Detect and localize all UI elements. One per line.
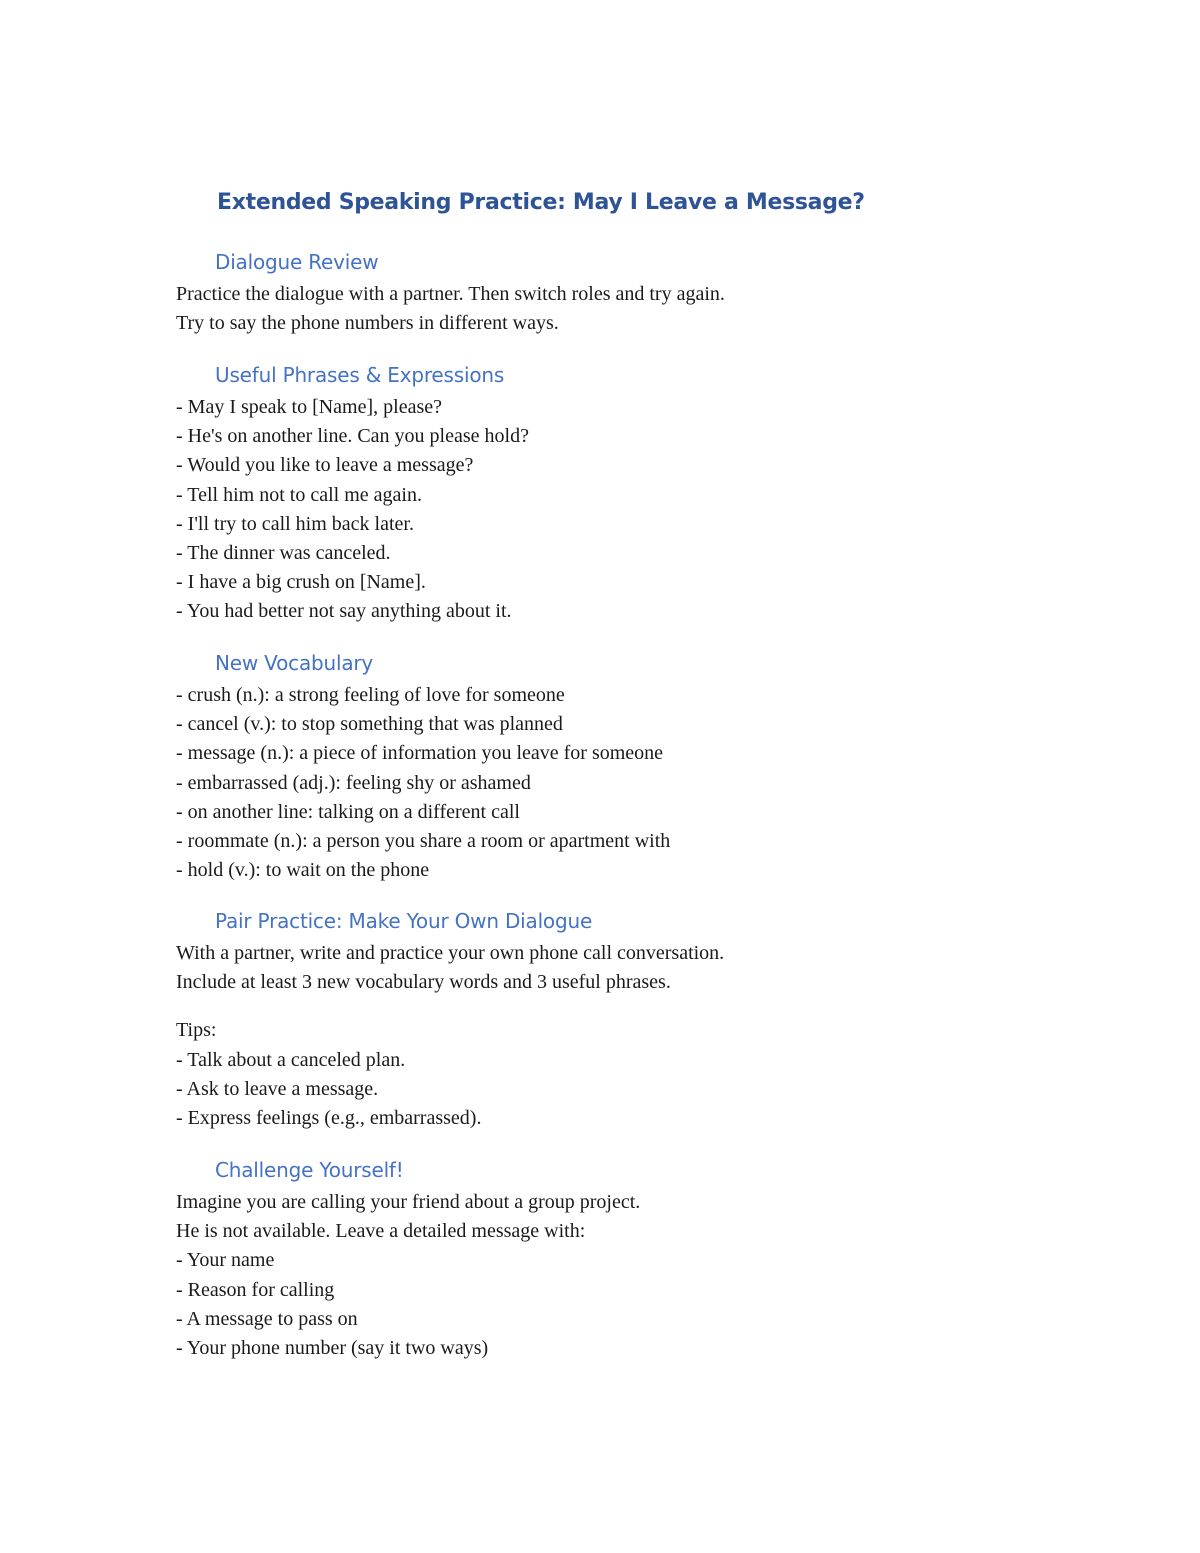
list-item: - The dinner was canceled. <box>176 541 391 564</box>
list-item: - Express feelings (e.g., embarrassed). <box>176 1106 482 1129</box>
list-item: - A message to pass on <box>176 1307 358 1330</box>
tips-label: Tips: <box>176 1019 217 1042</box>
section-heading: Challenge Yourself! <box>215 1158 404 1182</box>
vocabulary-list <box>176 681 670 885</box>
list-item: - You had better not say anything about it. <box>176 600 512 623</box>
section-body <box>176 939 724 1133</box>
section-heading: Useful Phrases & Expressions <box>215 363 505 387</box>
list-item: - Ask to leave a message. <box>176 1077 379 1100</box>
list-item: - crush (n.): a strong feeling of love for someone <box>176 684 565 706</box>
list-item: - I'll try to call him back later. <box>176 512 414 535</box>
body-line: Practice the dialogue with a partner. Then switch roles and try again. <box>176 283 725 305</box>
list-item: - embarrassed (adj.): feeling shy or ashamed <box>176 771 531 794</box>
body-line: Include at least 3 new vocabulary words and 3 useful phrases. <box>176 971 671 994</box>
section-body <box>176 280 725 338</box>
body-line: With a partner, write and practice your own phone call conversation. <box>176 942 725 964</box>
body-line: Imagine you are calling your friend about a group project. <box>176 1191 641 1213</box>
section-body <box>176 1188 640 1363</box>
paragraph-gap <box>176 997 724 1016</box>
list-item: - on another line: talking on a different call <box>176 800 520 823</box>
list-item: - Reason for calling <box>176 1278 335 1301</box>
list-item: - Talk about a canceled plan. <box>176 1048 406 1071</box>
list-item: - Would you like to leave a message? <box>176 454 474 477</box>
list-item: - Your name <box>176 1249 275 1272</box>
section-heading: New Vocabulary <box>215 651 374 675</box>
list-item: - roommate (n.): a person you share a room or apartment with <box>176 829 671 852</box>
page-title: Extended Speaking Practice: May I Leave a Message? <box>217 190 865 215</box>
body-line: He is not available. Leave a detailed message with: <box>176 1220 586 1243</box>
list-item: - Your phone number (say it two ways) <box>176 1336 489 1359</box>
body-line: Try to say the phone numbers in different ways. <box>176 312 559 335</box>
list-item: - I have a big crush on [Name]. <box>176 571 426 594</box>
list-item: - cancel (v.): to stop something that was planned <box>176 713 563 736</box>
list-item: - message (n.): a piece of information you leave for someone <box>176 742 664 765</box>
section-heading: Pair Practice: Make Your Own Dialogue <box>215 909 593 933</box>
list-item: - Tell him not to call me again. <box>176 483 422 506</box>
list-item: - He's on another line. Can you please hold? <box>176 425 529 448</box>
phrase-list <box>176 393 529 627</box>
list-item: - May I speak to [Name], please? <box>176 396 442 418</box>
section-heading: Dialogue Review <box>215 250 379 274</box>
list-item: - hold (v.): to wait on the phone <box>176 859 430 882</box>
